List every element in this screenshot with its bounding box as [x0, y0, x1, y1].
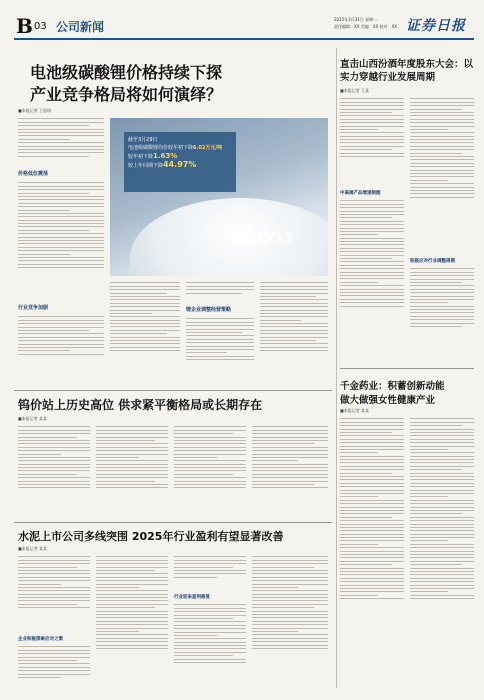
article-body-column-4 — [252, 554, 328, 692]
article-body-column-1 — [18, 554, 90, 632]
date-line: 2025年3月31日 星期一 — [334, 17, 378, 22]
article-lithium — [14, 48, 332, 388]
article-body-column-2 — [110, 280, 180, 380]
article-divider — [340, 368, 474, 369]
headline-line-2: 做大做强女性健康产业 — [340, 395, 436, 406]
column-divider — [336, 48, 337, 688]
article-body-column-4 — [252, 424, 328, 516]
overlay-line-4: 较上年同期下降 — [128, 163, 164, 169]
section-head: 行业竞争加剧 — [18, 305, 49, 311]
headline-line-1: 电池级碳酸锂价格持续下探 — [30, 63, 223, 82]
article-body-column-3 — [174, 424, 246, 516]
overlay-line-1: 截至3月29日 — [128, 137, 158, 143]
article-fenjiu — [340, 48, 474, 366]
section-head: 锂企业调整经营策略 — [186, 307, 232, 313]
header-rule — [14, 38, 474, 40]
section-title: 公司新闻 — [56, 20, 105, 34]
page-letter: B — [16, 14, 33, 38]
article-body-column-3b — [186, 316, 254, 380]
data-overlay-box — [124, 132, 236, 192]
byline: ■本报记者 某某 — [18, 546, 48, 551]
byline: ■本报记者 王思琪 — [18, 108, 52, 113]
article-body-column-1b — [18, 644, 90, 692]
article-body-column-1b — [340, 198, 404, 358]
article-body-column-3 — [186, 280, 254, 302]
section-head: 积极应对行业调整周期 — [410, 259, 455, 264]
headline: 直击山西汾酒年度股东大会：以实力穿越行业发展周期 — [340, 59, 474, 83]
overlay-line-2: 电池级碳酸锂均价较年初下降 — [128, 145, 194, 151]
byline: ■本报记者 王某 — [340, 88, 370, 93]
article-body-column-2 — [96, 424, 168, 516]
article-body-column-1 — [340, 416, 404, 688]
article-body-column-1 — [18, 116, 104, 168]
section-head: 企业积极探索应对之策 — [18, 637, 63, 642]
article-divider — [14, 390, 332, 391]
editor-line: 责任编辑：XX 美编：XX 校对：XX — [334, 24, 397, 29]
article-cement — [14, 524, 332, 694]
article-body-column-2 — [410, 96, 474, 246]
headline: 钨价站上历史高位 供求紧平衡格局或长期存在 — [18, 398, 263, 412]
page-number: 03 — [34, 21, 47, 32]
powder-pile — [130, 198, 328, 276]
section-head: 价格低位震荡 — [18, 171, 49, 177]
chemical-formula-label: Li2CO3 — [230, 228, 294, 247]
byline: ■本报记者 某某 — [340, 408, 370, 413]
article-body-column-2 — [410, 416, 474, 688]
section-head: 行业迎来盈利修复 — [174, 595, 210, 600]
article-body-column-1b — [18, 180, 104, 300]
page-header — [14, 14, 474, 36]
lithium-carbonate-photo — [110, 118, 328, 276]
overlay-line-3: 较年初下降 — [128, 154, 154, 160]
byline: ■本报记者 某某 — [18, 416, 48, 421]
article-body-column-1c — [18, 314, 104, 374]
article-tungsten — [14, 392, 332, 520]
article-body-column-3b — [174, 602, 246, 692]
overlay-value-1: 6.02万元/吨 — [193, 145, 223, 151]
article-qianjin — [340, 372, 474, 692]
article-body-column-2b — [410, 266, 474, 358]
headline-line-2: 产业竞争格局将如何演绎？ — [30, 85, 223, 104]
article-body-column-1 — [18, 424, 90, 516]
article-body-column-2 — [96, 554, 168, 692]
section-head: 中高端产品增速领跑 — [340, 191, 381, 196]
headline: 水泥上市公司多线突围 2025年行业盈利有望显著改善 — [18, 530, 284, 543]
headline-line-1: 千金药业：积蓄创新动能 — [340, 381, 445, 392]
overlay-value-2: 1.63% — [153, 152, 178, 160]
article-body-column-4 — [260, 280, 328, 380]
article-body-column-3 — [174, 554, 246, 590]
overlay-value-3: 44.97% — [163, 160, 197, 169]
article-divider — [14, 522, 332, 523]
article-body-column-1 — [340, 96, 404, 184]
masthead-logo: 证券日报 — [406, 18, 466, 34]
